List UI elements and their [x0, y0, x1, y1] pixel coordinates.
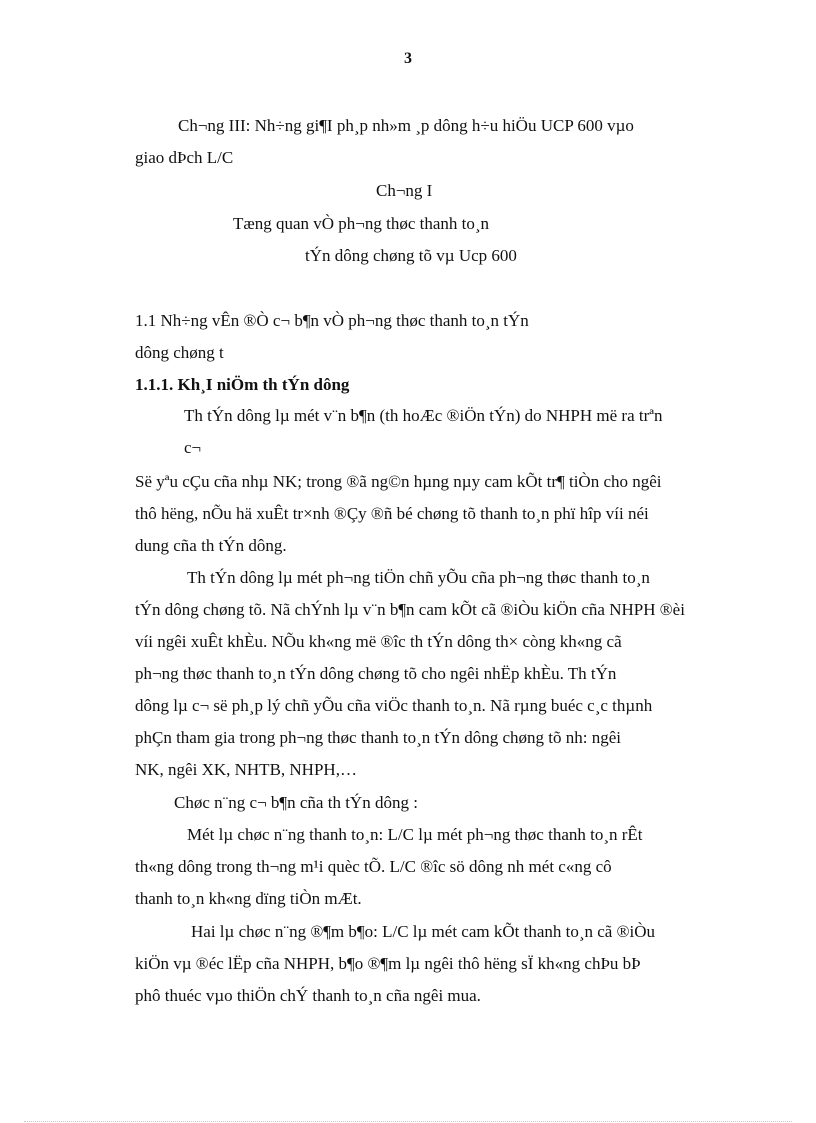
paragraph-line: phÇn tham gia trong ph¬ng thøc thanh to¸n tÝn dông chøng tõ nh: ngêi — [135, 728, 622, 747]
paragraph-line: thô hëng, nÕu hä xuÊt tr×nh ®Çy ®ñ bé chøng tõ thanh to¸n phï hîp víi néi — [135, 504, 649, 523]
page-bottom-divider — [24, 1121, 792, 1122]
paragraph-line: Së yªu cÇu cña nhµ NK; trong ®ã ng©n hµng nµy cam kÕt tr¶ tiÒn cho ngêi — [135, 472, 662, 491]
paragraph-line: kiÖn vµ ®éc lËp cña NHPH, b¶o ®¶m lµ ngêi thô hëng sÏ kh«ng chÞu bÞ — [135, 954, 641, 973]
paragraph-line: dông lµ c¬ së ph¸p lý chñ yÕu cña viÖc thanh to¸n. Nã rµng buéc c¸c thµnh — [135, 696, 653, 715]
page-number: 3 — [404, 50, 412, 67]
section-heading-1-1-cont: dông chøng t — [135, 343, 224, 362]
chapter-iii-line-cont: giao dÞch L/C — [135, 148, 234, 167]
paragraph-line: th«ng dông trong th¬ng m¹i quèc tÕ. L/C ®îc sö dông nh mét c«ng cô — [135, 857, 612, 876]
paragraph-line: ph¬ng thøc thanh to¸n tÝn dông chøng tõ cho ngêi nhËp khÈu. Th tÝn — [135, 664, 617, 683]
paragraph-line: phô thuéc vµo thiÖn chÝ thanh to¸n cña ngêi mua. — [135, 986, 481, 1005]
functions-heading: Chøc n¨ng c¬ b¶n cña th tÝn dông : — [174, 793, 418, 812]
section-heading-1-1: 1.1 Nh÷ng vÊn ®Ò c¬ b¶n vÒ ph¬ng thøc thanh to¸n tÝn — [135, 311, 529, 330]
subsection-heading-1-1-1: 1.1.1. Kh¸I niÖm th tÝn dông — [135, 375, 350, 394]
paragraph-line: c¬ — [184, 438, 202, 457]
paragraph-line: Hai lµ chøc n¨ng ®¶m b¶o: L/C lµ mét cam kÕt thanh to¸n cã ®iÒu — [191, 922, 656, 941]
paragraph-line: Mét lµ chøc n¨ng thanh to¸n: L/C lµ mét ph¬ng thøc thanh to¸n rÊt — [187, 825, 643, 844]
paragraph-line: Th tÝn dông lµ mét v¨n b¶n (th hoÆc ®iÖn tÝn) do NHPH më ra trªn — [184, 406, 663, 425]
chapter-i-heading: Ch¬ng I — [376, 181, 433, 200]
paragraph-line: tÝn dông chøng tõ. Nã chÝnh lµ v¨n b¶n cam kÕt cã ®iÒu kiÖn cña NHPH ®èi — [135, 600, 685, 619]
paragraph-line: thanh to¸n kh«ng dïng tiÒn mÆt. — [135, 889, 362, 908]
chapter-iii-line: Ch¬ng III: Nh÷ng gi¶I ph¸p nh»m ¸p dông h÷u hiÖu UCP 600 vµo — [178, 116, 634, 135]
chapter-title-line-1: Tæng quan vÒ ph¬ng thøc thanh to¸n — [233, 214, 490, 233]
chapter-title-line-2: tÝn dông chøng tõ vµ Ucp 600 — [305, 246, 517, 265]
paragraph-line: dung cña th tÝn dông. — [135, 536, 287, 555]
paragraph-line: Th tÝn dông lµ mét ph¬ng tiÖn chñ yÕu cña ph¬ng thøc thanh to¸n — [187, 568, 650, 587]
paragraph-line: víi ngêi xuÊt khÈu. NÕu kh«ng më ®îc th tÝn dông th× còng kh«ng cã — [135, 632, 622, 651]
paragraph-line: NK, ngêi XK, NHTB, NHPH,… — [135, 760, 357, 779]
